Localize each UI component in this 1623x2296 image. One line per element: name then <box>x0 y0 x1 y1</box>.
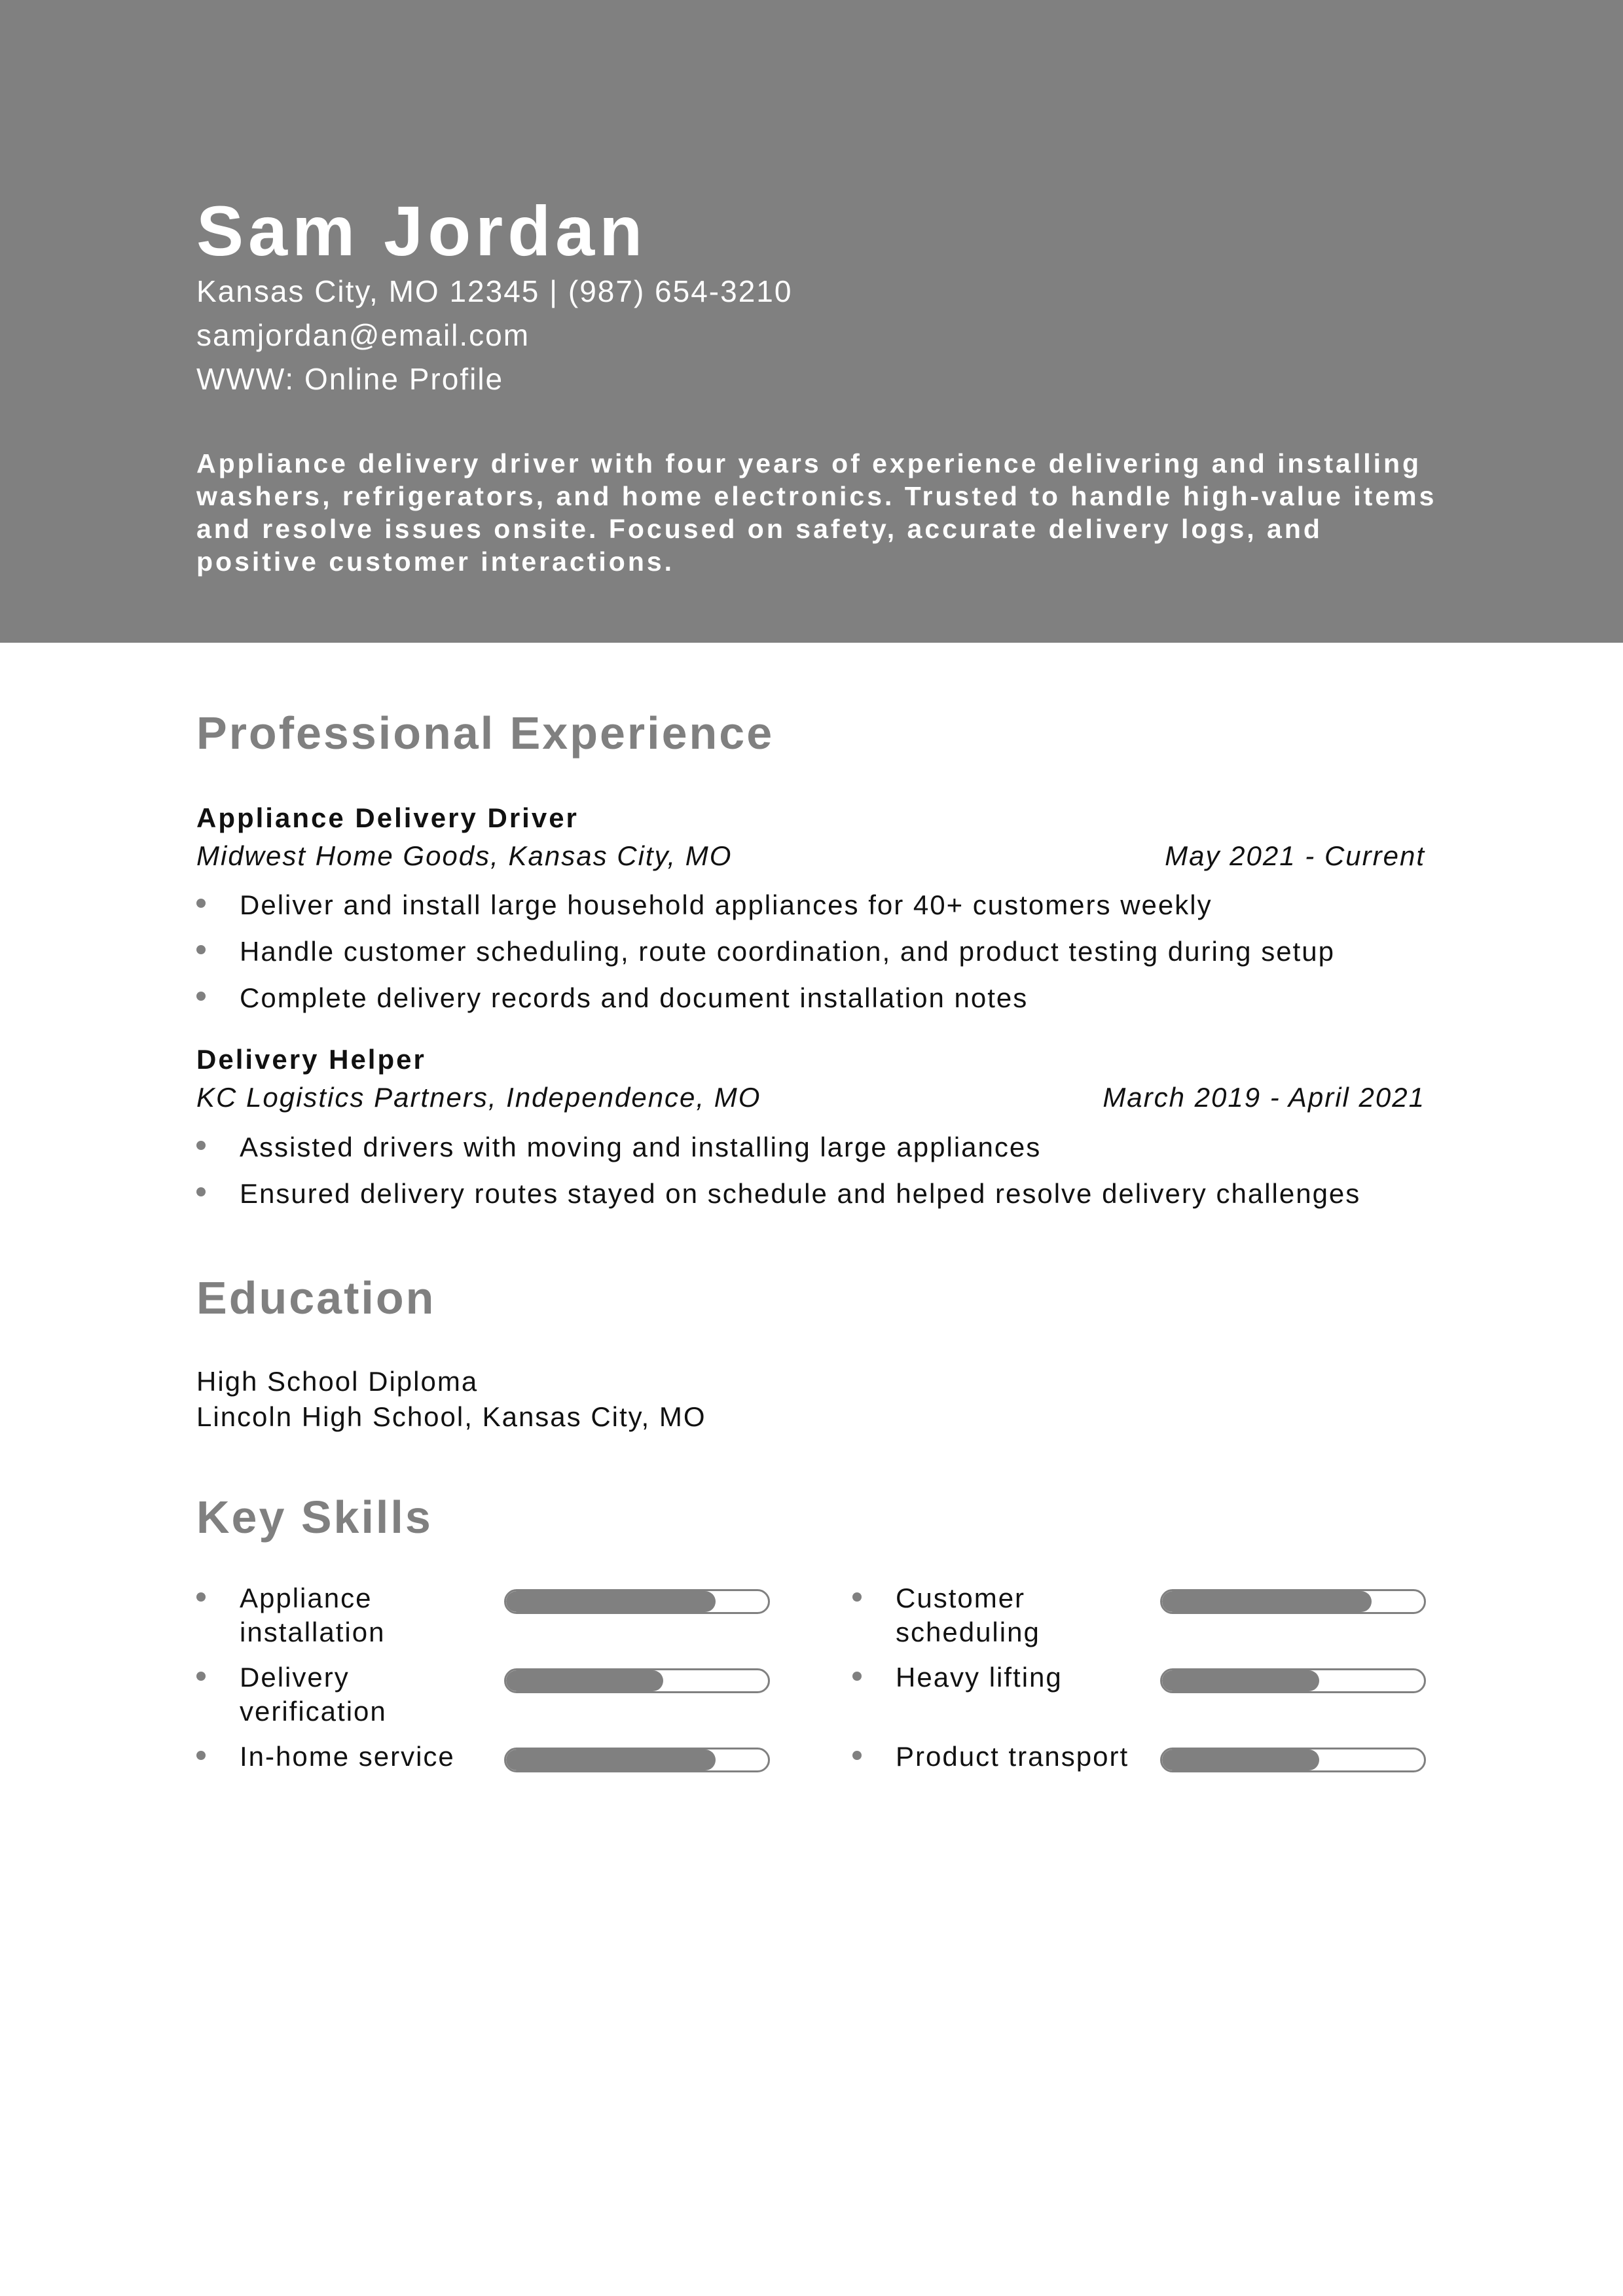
candidate-name: Sam Jordan <box>196 191 647 270</box>
skill-item <box>852 1581 1429 1653</box>
job-company: KC Logistics Partners, Independence, MO <box>196 1082 761 1113</box>
list-item <box>196 933 1335 980</box>
skill-label: Customer scheduling <box>896 1583 1040 1647</box>
contact-address-phone: Kansas City, MO 12345 | (987) 654-3210 <box>196 274 793 308</box>
bullet-dot-icon <box>196 1141 206 1150</box>
professional-summary: Appliance delivery driver with four years of experience delivering and installing washers, refrigerators, and home electronics. Trusted to handle high-value items and resolve issues onsite. Focused on safety, accurate delivery logs, and positive customer interactions. <box>196 448 1437 577</box>
bullet-text: Complete delivery records and document installation notes <box>240 982 1029 1013</box>
bullet-dot-icon <box>852 1592 862 1602</box>
bullet-dot-icon <box>196 945 206 954</box>
contact-email[interactable]: samjordan@email.com <box>196 318 530 352</box>
skill-level-bar <box>1160 1589 1426 1614</box>
skill-label: Appliance installation <box>240 1583 386 1647</box>
list-item <box>196 887 1335 933</box>
bullet-text: Deliver and install large household appliances for 40+ customers weekly <box>240 889 1213 920</box>
bullet-dot-icon <box>196 1592 206 1602</box>
list-item <box>196 1129 1360 1175</box>
job-title: Appliance Delivery Driver <box>196 802 579 833</box>
skill-level-bar <box>504 1668 770 1693</box>
skill-label: Heavy lifting <box>896 1662 1063 1693</box>
job-bullet-list <box>196 1129 1360 1222</box>
skill-level-fill <box>506 1670 663 1691</box>
bullet-text: Ensured delivery routes stayed on schedule and helped resolve delivery challenges <box>240 1178 1361 1209</box>
job-title: Delivery Helper <box>196 1044 426 1075</box>
skill-label: In-home service <box>240 1741 455 1772</box>
education-school: Lincoln High School, Kansas City, MO <box>196 1401 706 1432</box>
job-dates: May 2021 - Current <box>1165 840 1425 871</box>
list-item <box>196 980 1335 1026</box>
skill-level-bar <box>504 1748 770 1772</box>
skill-label: Product transport <box>896 1741 1129 1772</box>
skill-level-bar <box>504 1589 770 1614</box>
skill-level-fill <box>506 1749 716 1770</box>
job-dates: March 2019 - April 2021 <box>1103 1082 1425 1113</box>
skill-level-bar <box>1160 1748 1426 1772</box>
bullet-dot-icon <box>196 1672 206 1681</box>
skill-level-fill <box>506 1591 716 1612</box>
skill-item <box>196 1740 773 1812</box>
list-item <box>196 1175 1360 1222</box>
bullet-dot-icon <box>196 1187 206 1196</box>
skill-item <box>852 1740 1429 1812</box>
skills-section-title: Key Skills <box>196 1492 433 1543</box>
skill-level-fill <box>1162 1591 1372 1612</box>
job-company: Midwest Home Goods, Kansas City, MO <box>196 840 733 871</box>
job-bullet-list <box>196 887 1335 1026</box>
bullet-dot-icon <box>852 1751 862 1760</box>
skill-level-fill <box>1162 1670 1319 1691</box>
bullet-dot-icon <box>196 1751 206 1760</box>
education-degree: High School Diploma <box>196 1366 479 1397</box>
skill-item <box>196 1660 773 1732</box>
contact-website[interactable]: WWW: Online Profile <box>196 362 504 396</box>
header-banner <box>0 0 1623 643</box>
bullet-dot-icon <box>852 1672 862 1681</box>
skills-grid <box>196 1581 1425 1817</box>
skill-label: Delivery verification <box>240 1662 387 1727</box>
bullet-dot-icon <box>196 992 206 1001</box>
skill-level-fill <box>1162 1749 1319 1770</box>
bullet-text: Handle customer scheduling, route coordination, and product testing during setup <box>240 936 1335 967</box>
experience-section-title: Professional Experience <box>196 708 775 759</box>
bullet-dot-icon <box>196 899 206 908</box>
skill-item <box>852 1660 1429 1732</box>
bullet-text: Assisted drivers with moving and installing large appliances <box>240 1132 1042 1162</box>
skill-level-bar <box>1160 1668 1426 1693</box>
education-section-title: Education <box>196 1272 436 1323</box>
skill-item <box>196 1581 773 1653</box>
